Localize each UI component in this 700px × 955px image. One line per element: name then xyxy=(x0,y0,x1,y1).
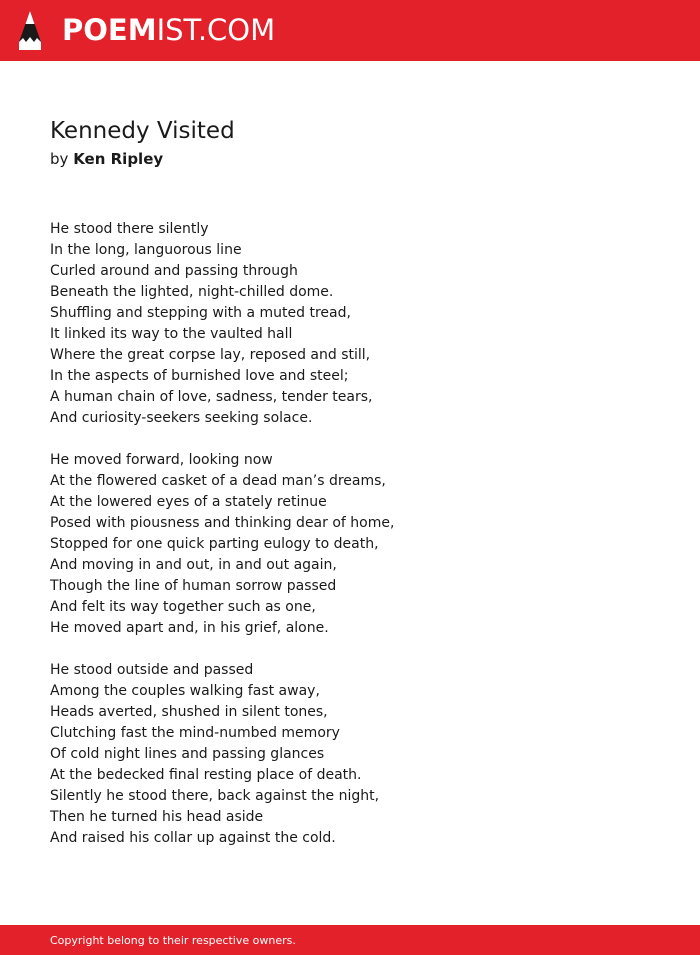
poem-line: It linked its way to the vaulted hall xyxy=(50,326,293,342)
pencil-tip-icon xyxy=(18,10,42,50)
brand-bold-text: POEM xyxy=(62,13,157,47)
poem-line: Then he turned his head aside xyxy=(50,809,264,825)
poem-line: Of cold night lines and passing glances xyxy=(50,746,325,762)
poem-line: Silently he stood there, back against the night, xyxy=(50,788,380,804)
poem-line: And moving in and out, in and out again, xyxy=(50,557,337,573)
poem-line: Where the great corpse lay, reposed and still, xyxy=(50,347,371,363)
by-label: by xyxy=(50,150,69,168)
poem-line: Beneath the lighted, night-chilled dome. xyxy=(50,284,334,300)
poem-line: Shuffling and stepping with a muted tread, xyxy=(50,305,351,321)
poem-line: He stood there silently xyxy=(50,221,209,237)
poem-line: In the aspects of burnished love and steel; xyxy=(50,368,349,384)
poem-line: And curiosity-seekers seeking solace. xyxy=(50,410,313,426)
poem-line: In the long, languorous line xyxy=(50,242,242,258)
poem-line: Among the couples walking fast away, xyxy=(50,683,320,699)
poem-byline xyxy=(50,149,163,169)
poem-line: Though the line of human sorrow passed xyxy=(50,578,337,594)
site-logo-link[interactable] xyxy=(62,13,275,47)
poem-body xyxy=(50,219,650,870)
poem-stanza xyxy=(50,660,650,849)
poem-line: At the lowered eyes of a stately retinue xyxy=(50,494,327,510)
poem-line: And felt its way together such as one, xyxy=(50,599,316,615)
poem-line: A human chain of love, sadness, tender tears, xyxy=(50,389,373,405)
poem-line: And raised his collar up against the cold. xyxy=(50,830,336,846)
poem-author: Ken Ripley xyxy=(73,150,164,168)
copyright-text: Copyright belong to their respective owners. xyxy=(50,934,296,947)
poem-stanza xyxy=(50,450,650,639)
site-header xyxy=(0,0,700,61)
brand-light-text: IST.COM xyxy=(156,13,276,47)
poem-line: Heads averted, shushed in silent tones, xyxy=(50,704,328,720)
poem-title: Kennedy Visited xyxy=(50,118,235,144)
poem-line: Posed with piousness and thinking dear of home, xyxy=(50,515,395,531)
poem-line: Clutching fast the mind-numbed memory xyxy=(50,725,340,741)
poem-line: Curled around and passing through xyxy=(50,263,298,279)
poem-line: At the flowered casket of a dead man’s dreams, xyxy=(50,473,386,489)
poem-line: At the bedecked final resting place of death. xyxy=(50,767,362,783)
poem-line: He stood outside and passed xyxy=(50,662,254,678)
poem-line: Stopped for one quick parting eulogy to death, xyxy=(50,536,379,552)
site-footer xyxy=(0,925,700,955)
poem-stanza xyxy=(50,219,650,429)
poem-line: He moved apart and, in his grief, alone. xyxy=(50,620,329,636)
poem-line: He moved forward, looking now xyxy=(50,452,273,468)
